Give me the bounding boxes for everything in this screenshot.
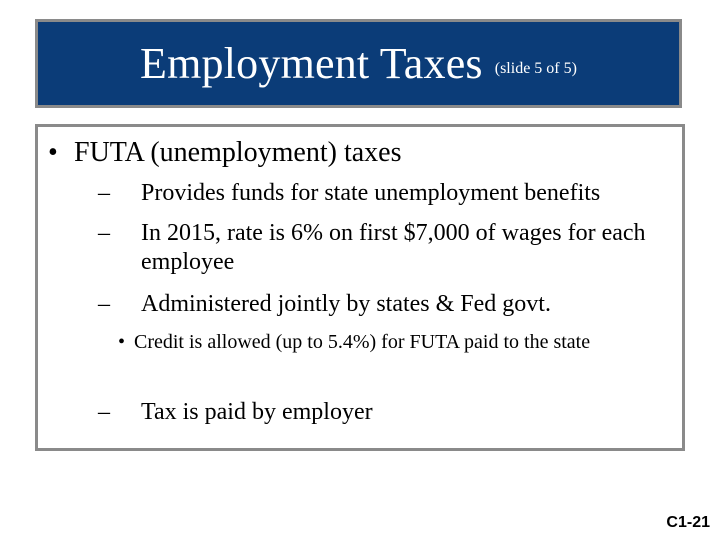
dash-marker: – [98, 220, 110, 246]
dash-marker: – [98, 291, 110, 317]
sub-bullet-3 [98, 290, 678, 319]
main-bullet-text: FUTA (unemployment) taxes [74, 137, 402, 168]
sub-bullet-text: Administered jointly by states & Fed govt. [141, 291, 551, 317]
main-bullet [48, 137, 668, 169]
sub-sub-bullet-text: Credit is allowed (up to 5.4%) for FUTA paid to the state [134, 331, 591, 353]
sub-bullet-1 [98, 179, 678, 208]
dash-marker: – [98, 399, 110, 425]
sub-bullet-4 [98, 398, 678, 427]
slide-subtitle: (slide 5 of 5) [494, 59, 577, 77]
bullet-marker: • [48, 137, 58, 168]
sub-sub-bullet [118, 330, 658, 354]
sub-bullet-text: Tax is paid by employer [141, 399, 373, 425]
content-panel [35, 124, 685, 451]
sub-bullet-2 [98, 219, 678, 277]
slide-title: Employment Taxes [140, 38, 483, 88]
slide-number: C1-21 [666, 514, 710, 531]
dash-marker: – [98, 180, 110, 206]
sub-bullet-text: Provides funds for state unemployment benefits [141, 180, 601, 206]
bullet-marker: • [118, 331, 126, 353]
title-banner [35, 19, 682, 108]
sub-bullet-text: In 2015, rate is 6% on first $7,000 of wages for each employee [141, 220, 646, 275]
